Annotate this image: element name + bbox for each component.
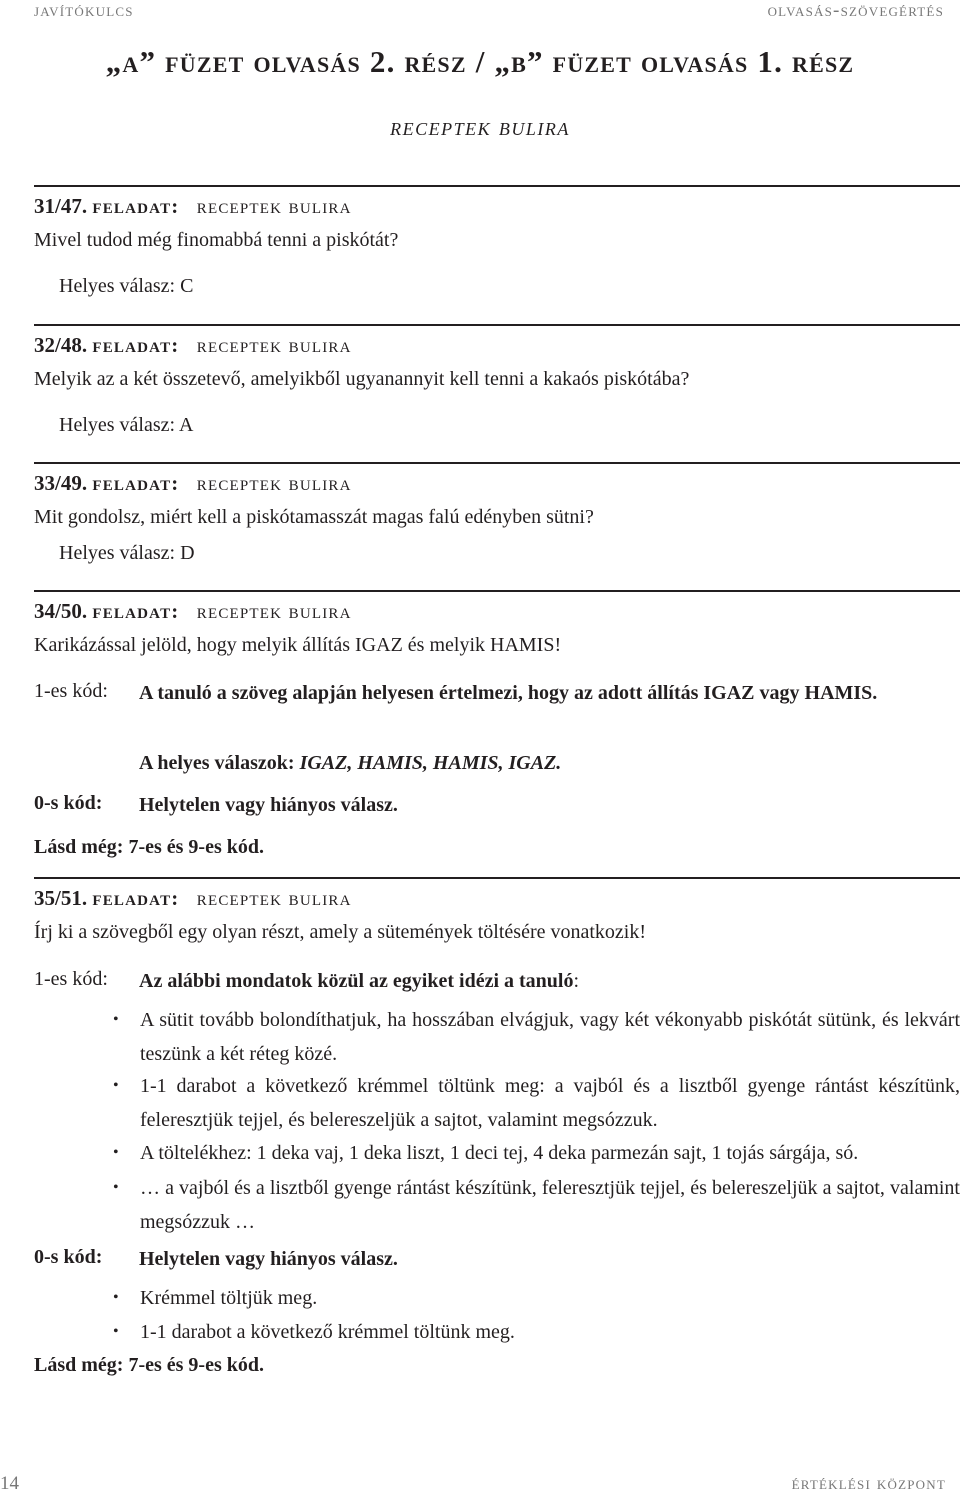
code-1-row bbox=[34, 968, 960, 996]
code-1-text-main: Az alábbi mondatok közül az egyiket idézi a tanuló bbox=[139, 970, 574, 992]
task-number: 33/49. bbox=[34, 471, 88, 495]
list-item bbox=[113, 1003, 960, 1071]
running-header-right: olvasás-szövegértés bbox=[767, 0, 944, 21]
correct-answer: Helyes válasz: D bbox=[59, 542, 195, 564]
task-32-48 bbox=[34, 324, 960, 436]
task-feladat-label: feladat: bbox=[92, 471, 180, 495]
task-35-51 bbox=[34, 877, 960, 944]
correct-answers bbox=[139, 750, 960, 776]
code-0-row bbox=[34, 792, 960, 820]
list-item-text: A töltelékhez: 1 deka vaj, 1 deka liszt, 1 deci tej, 4 deka parmezán sajt, 1 tojás sárgája, só. bbox=[140, 1142, 859, 1164]
task-question: Írj ki a szövegből egy olyan részt, amely a sütemények töltésére vonatkozik! bbox=[34, 921, 647, 943]
task-name: receptek bulira bbox=[196, 886, 352, 910]
code-0-text: Helytelen vagy hiányos válasz. bbox=[139, 1248, 398, 1270]
see-also: Lásd még: 7-es és 9-es kód. bbox=[34, 1354, 264, 1376]
task-feladat-label: feladat: bbox=[92, 599, 180, 623]
list-item bbox=[113, 1281, 960, 1315]
task-name: receptek bulira bbox=[196, 194, 352, 218]
list-item-text: A sütit tovább bolondíthatjuk, ha hosszában elvágjuk, vagy két vékonyabb piskótát sütünk, és lekvárt teszünk a két réteg közé. bbox=[140, 1009, 960, 1065]
task-question: Mivel tudod még finomabbá tenni a piskótát? bbox=[34, 229, 399, 251]
task-heading bbox=[34, 185, 960, 222]
task-name: receptek bulira bbox=[196, 599, 352, 623]
task-number: 31/47. bbox=[34, 194, 88, 218]
task-name: receptek bulira bbox=[196, 471, 352, 495]
task-34-50 bbox=[34, 590, 960, 657]
task-question: Melyik az a két összetevő, amelyikből ugyanannyit kell tenni a kakaós piskótába? bbox=[34, 368, 690, 390]
code-1-label: 1-es kód: bbox=[34, 680, 108, 702]
correct-answers-label: A helyes válaszok: bbox=[139, 752, 300, 774]
task-question: Karikázással jelöld, hogy melyik állítás IGAZ és melyik HAMIS! bbox=[34, 634, 562, 656]
code-1-label: 1-es kód: bbox=[34, 968, 108, 990]
list-item-text: Krémmel töltjük meg. bbox=[140, 1287, 318, 1309]
bullet-icon: • bbox=[113, 1077, 119, 1094]
code-1-colon: : bbox=[573, 970, 580, 992]
page-number: 14 bbox=[0, 1473, 19, 1494]
task-number: 35/51. bbox=[34, 886, 88, 910]
list-item-text: 1-1 darabot a következő krémmel töltünk meg. bbox=[140, 1321, 515, 1343]
code-1-text bbox=[139, 968, 960, 994]
list-item-text: … a vajból és a lisztből gyenge rántást készítünk, feleresztjük tejjel, és belereszeljük a sajtot, valamint megsózzuk … bbox=[140, 1177, 960, 1233]
code-0-row bbox=[34, 1246, 960, 1274]
list-item bbox=[113, 1171, 960, 1239]
task-feladat-label: feladat: bbox=[92, 194, 180, 218]
correct-answer: Helyes válasz: C bbox=[59, 275, 194, 297]
task-number: 32/48. bbox=[34, 333, 88, 357]
page-subtitle: receptek bulira bbox=[390, 114, 570, 141]
running-header-left: javítókulcs bbox=[34, 0, 134, 21]
bullet-icon: • bbox=[113, 1323, 119, 1340]
bullet-icon: • bbox=[113, 1179, 119, 1196]
task-feladat-label: feladat: bbox=[92, 886, 180, 910]
bullet-icon: • bbox=[113, 1144, 119, 1161]
page-title: „a” füzet olvasás 2. rész / „b” füzet olvasás 1. rész bbox=[105, 44, 855, 79]
code-0-label: 0-s kód: bbox=[34, 792, 103, 814]
bullet-icon: • bbox=[113, 1289, 119, 1306]
list-item bbox=[113, 1136, 960, 1170]
code-1-text: A tanuló a szöveg alapján helyesen értelmezi, hogy az adott állítás IGAZ vagy HAMIS. bbox=[139, 682, 878, 704]
task-heading bbox=[34, 324, 960, 361]
bullet-icon: • bbox=[113, 1011, 119, 1028]
see-also: Lásd még: 7-es és 9-es kód. bbox=[34, 836, 264, 858]
task-number: 34/50. bbox=[34, 599, 88, 623]
code-1-row bbox=[34, 680, 960, 740]
task-feladat-label: feladat: bbox=[92, 333, 180, 357]
task-31-47 bbox=[34, 185, 960, 297]
list-item bbox=[113, 1315, 960, 1349]
task-question: Mit gondolsz, miért kell a piskótamasszát magas falú edényben sütni? bbox=[34, 506, 594, 528]
list-item bbox=[113, 1069, 960, 1137]
list-item-text: 1-1 darabot a következő krémmel töltünk meg: a vajból és a lisztből gyenge rántást készítünk, feleresztjük tejjel, és belereszeljük a sajtot, valamint megsózzuk. bbox=[140, 1075, 960, 1131]
code-0-label: 0-s kód: bbox=[34, 1246, 103, 1268]
footer-org: értéklési központ bbox=[791, 1473, 946, 1494]
task-heading bbox=[34, 462, 960, 499]
task-33-49 bbox=[34, 462, 960, 564]
task-heading bbox=[34, 590, 960, 627]
task-heading bbox=[34, 877, 960, 914]
correct-answers-values: IGAZ, HAMIS, HAMIS, IGAZ. bbox=[299, 752, 562, 774]
correct-answers-row bbox=[34, 750, 960, 778]
task-name: receptek bulira bbox=[196, 333, 352, 357]
code-0-text: Helytelen vagy hiányos válasz. bbox=[139, 794, 398, 816]
correct-answer: Helyes válasz: A bbox=[59, 414, 194, 436]
